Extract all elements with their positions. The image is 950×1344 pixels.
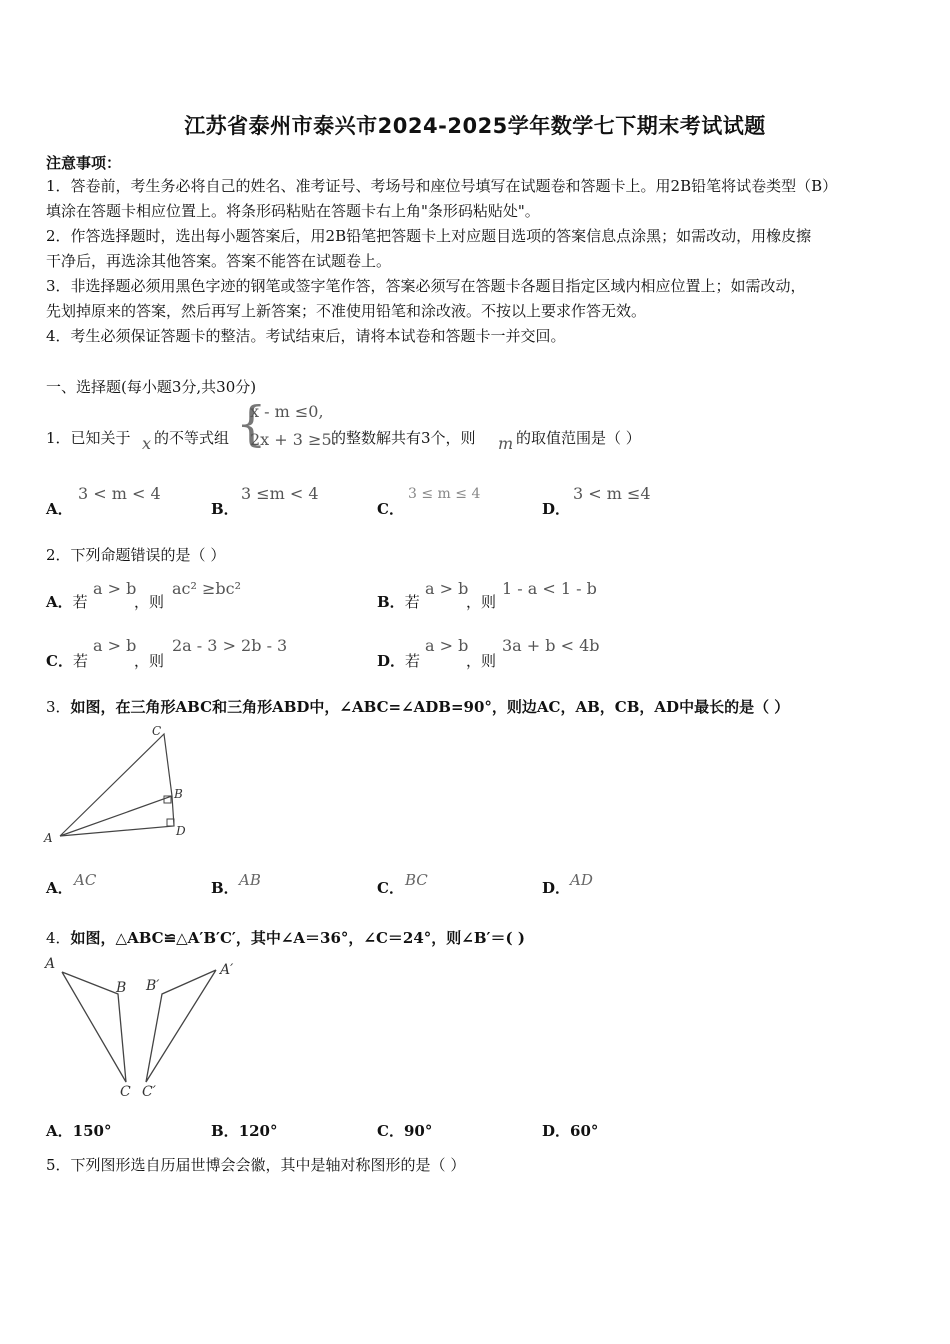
q2-option-a[interactable]: A．若	[46, 593, 88, 611]
q2-option-a-cond: a > b	[93, 579, 137, 598]
question-5-stem: 5．下列图形选自历届世博会会徽，其中是轴对称图形的是（ ）	[46, 1156, 466, 1174]
q4-label-c-prime: C′	[142, 1084, 156, 1100]
q1-option-c-label[interactable]: C．	[377, 500, 404, 518]
q2-option-b[interactable]: B．若	[377, 593, 420, 611]
q3-label-b: B	[174, 787, 183, 801]
q1-option-b: 3 ≤m < 4	[241, 484, 319, 503]
q2-option-d-then: ，则	[466, 652, 497, 670]
question-1-stem	[46, 427, 131, 448]
q4-option-c[interactable]: C．90°	[377, 1122, 433, 1140]
q3-option-c: BC	[405, 871, 428, 889]
q4-label-a-prime: A′	[220, 962, 234, 978]
q2-option-b-cond: a > b	[425, 579, 469, 598]
q2-option-c-res: 2a - 3 > 2b - 3	[172, 636, 288, 655]
notice-line: 先划掉原来的答案，然后再写上新答案；不准使用铅笔和涂改液。不按以上要求作答无效。	[46, 302, 647, 320]
q4-option-b[interactable]: B．120°	[211, 1122, 278, 1140]
q2-option-c-cond: a > b	[93, 636, 137, 655]
q3-option-d-label[interactable]: D．	[542, 879, 571, 897]
q2-option-d-res: 3a + b < 4b	[502, 636, 600, 655]
q4-label-b-prime: B′	[146, 978, 160, 994]
q1-inequality-1: x - m ≤0,	[250, 402, 324, 421]
q1-option-b-label[interactable]: B．	[211, 500, 239, 518]
q1-text-post1: 的整数解共有3个，则	[331, 429, 476, 447]
q3-option-a-label[interactable]: A．	[46, 879, 73, 897]
q2-option-a-res: ac² ≥bc²	[172, 579, 242, 598]
q3-option-b-label[interactable]: B．	[211, 879, 239, 897]
q3-label-a: A	[44, 831, 53, 845]
question-number: 1．	[46, 429, 71, 447]
q3-option-d: AD	[570, 871, 593, 889]
q4-label-b: B	[116, 980, 127, 996]
q4-option-a[interactable]: A．150°	[46, 1122, 112, 1140]
notice-line: 填涂在答题卡相应位置上。将条形码粘贴在答题卡右上角"条形码粘贴处"。	[46, 202, 540, 220]
question-3-stem: 3．如图，在三角形ABC和三角形ABD中，∠ABC=∠ADB=90°，则边AC，AB，CB，AD中最长的是（ ）	[46, 698, 790, 716]
q4-label-a: A	[45, 956, 56, 972]
question-4-stem: 4．如图，△ABC≌△A′B′C′，其中∠A＝36°，∠C＝24°，则∠B′＝( )	[46, 929, 525, 947]
notice-line: 4．考生必须保证答题卡的整洁。考试结束后，请将本试卷和答题卡一并交回。	[46, 327, 566, 345]
notice-line: 2．作答选择题时，选出每小题答案后，用2B铅笔把答题卡上对应题目选项的答案信息点涂黑；如需改动，用橡皮擦	[46, 227, 812, 245]
q1-text-mid: 的不等式组	[154, 429, 230, 447]
q2-option-d-cond: a > b	[425, 636, 469, 655]
q3-triangle-figure	[40, 722, 210, 852]
q4-label-c: C	[120, 1084, 131, 1100]
q1-var-m: m	[498, 434, 514, 453]
q2-option-a-then: ，则	[134, 593, 165, 611]
q3-option-a: AC	[74, 871, 97, 889]
q1-option-c: 3 ≤ m ≤ 4	[408, 486, 481, 502]
notice-heading: 注意事项：	[46, 154, 122, 172]
q3-label-d: D	[176, 824, 186, 838]
q1-option-a: 3 < m < 4	[78, 484, 161, 503]
q1-option-d-label[interactable]: D．	[542, 500, 571, 518]
brace-icon: {	[236, 396, 267, 452]
q1-text-post2: 的取值范围是（ ）	[516, 429, 641, 447]
q3-option-c-label[interactable]: C．	[377, 879, 404, 897]
q2-option-d[interactable]: D．若	[377, 652, 421, 670]
q1-var-x: x	[142, 434, 152, 453]
q1-text-pre: 已知关于	[70, 429, 131, 447]
q3-option-b: AB	[239, 871, 261, 889]
q4-option-d[interactable]: D．60°	[542, 1122, 599, 1140]
page-title: 江苏省泰州市泰兴市2024-2025学年数学七下期末考试试题	[184, 114, 766, 138]
q1-inequality-2: 2x + 3 ≥5.	[250, 430, 337, 449]
section-heading: 一、选择题(每小题3分,共30分)	[46, 378, 257, 396]
q2-option-c[interactable]: C．若	[46, 652, 88, 670]
notice-line: 干净后，再选涂其他答案。答案不能答在试题卷上。	[46, 252, 392, 270]
q1-option-a-label[interactable]: A．	[46, 500, 73, 518]
q2-option-c-then: ，则	[134, 652, 165, 670]
q3-label-c: C	[152, 724, 162, 738]
notice-line: 1．答卷前，考生务必将自己的姓名、准考证号、考场号和座位号填写在试题卷和答题卡上。用2B铅笔将试卷类型（B）	[46, 177, 838, 195]
q2-option-b-res: 1 - a < 1 - b	[502, 579, 597, 598]
q1-option-d: 3 < m ≤4	[573, 484, 651, 503]
q4-triangles-figure	[40, 952, 250, 1102]
notice-line: 3．非选择题必须用黑色字迹的钢笔或签字笔作答，答案必须写在答题卡各题目指定区域内相应位置上；如需改动，	[46, 277, 806, 295]
question-2-stem: 2．下列命题错误的是（ ）	[46, 546, 226, 564]
q2-option-b-then: ，则	[466, 593, 497, 611]
